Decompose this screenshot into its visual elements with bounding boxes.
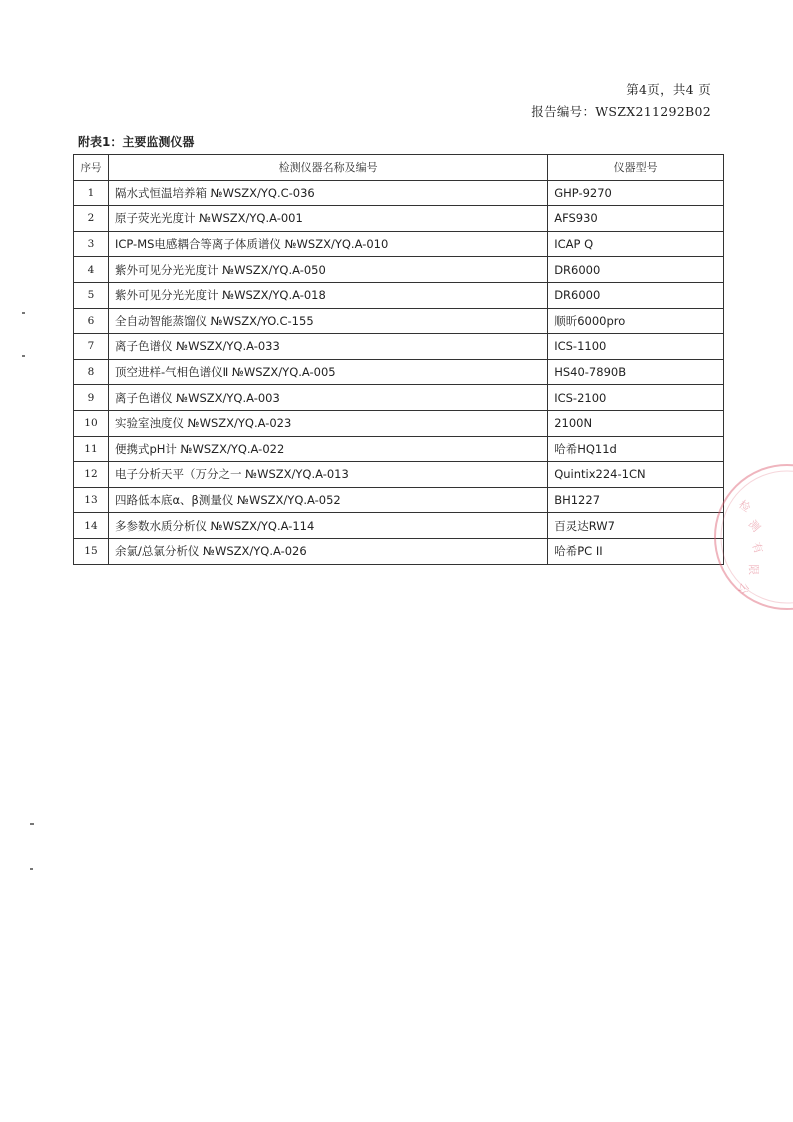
cell-no: 8	[74, 359, 109, 385]
table-row	[74, 206, 724, 232]
svg-text:有: 有	[749, 540, 766, 556]
cell-no: 5	[74, 282, 109, 308]
cell-instrument-name: 全自动智能蒸馏仪 №WSZX/YO.C-155	[108, 308, 547, 334]
cell-instrument-name: 隔水式恒温培养箱 №WSZX/YQ.C-036	[108, 180, 547, 206]
table-row	[74, 359, 724, 385]
table-row	[74, 436, 724, 462]
cell-model: ICS-2100	[548, 385, 724, 411]
company-stamp	[712, 462, 793, 612]
cell-model: ICAP Q	[548, 231, 724, 257]
cell-model: 百灵达RW7	[548, 513, 724, 539]
cell-no: 4	[74, 257, 109, 283]
instrument-table	[73, 154, 724, 565]
table-row	[74, 410, 724, 436]
column-header-model: 仪器型号	[548, 155, 724, 181]
column-header-no: 序号	[74, 155, 109, 181]
cell-model: GHP-9270	[548, 180, 724, 206]
column-header-name: 检测仪器名称及编号	[108, 155, 547, 181]
cell-no: 7	[74, 334, 109, 360]
cell-no: 15	[74, 538, 109, 564]
scan-speck	[30, 868, 33, 870]
cell-instrument-name: 离子色谱仪 №WSZX/YQ.A-003	[108, 385, 547, 411]
page-info: 第4页，共4 页	[626, 82, 711, 97]
cell-instrument-name: 紫外可见分光光度计 №WSZX/YQ.A-018	[108, 282, 547, 308]
table-header-row	[74, 155, 724, 181]
cell-instrument-name: 顶空进样-气相色谱仪Ⅱ №WSZX/YQ.A-005	[108, 359, 547, 385]
cell-model: 哈希HQ11d	[548, 436, 724, 462]
scan-speck	[22, 355, 25, 357]
cell-no: 1	[74, 180, 109, 206]
cell-instrument-name: 多参数水质分析仪 №WSZX/YQ.A-114	[108, 513, 547, 539]
table-row	[74, 538, 724, 564]
cell-model: 顺昕6000pro	[548, 308, 724, 334]
cell-model: 哈希PC II	[548, 538, 724, 564]
cell-instrument-name: 原子荧光光度计 №WSZX/YQ.A-001	[108, 206, 547, 232]
cell-model: Quintix224-1CN	[548, 462, 724, 488]
cell-instrument-name: 余氯/总氯分析仪 №WSZX/YQ.A-026	[108, 538, 547, 564]
table-row	[74, 180, 724, 206]
table-row	[74, 257, 724, 283]
cell-no: 3	[74, 231, 109, 257]
cell-instrument-name: 便携式pH计 №WSZX/YQ.A-022	[108, 436, 547, 462]
table-row	[74, 513, 724, 539]
report-number: 报告编号：WSZX211292B02	[531, 104, 711, 119]
cell-instrument-name: ICP-MS电感耦合等离子体质谱仪 №WSZX/YQ.A-010	[108, 231, 547, 257]
table-row	[74, 487, 724, 513]
page-header	[531, 79, 711, 123]
cell-model: DR6000	[548, 257, 724, 283]
table-row	[74, 282, 724, 308]
cell-model: DR6000	[548, 282, 724, 308]
cell-no: 12	[74, 462, 109, 488]
cell-instrument-name: 四路低本底α、β测量仪 №WSZX/YQ.A-052	[108, 487, 547, 513]
svg-text:检: 检	[736, 497, 753, 515]
cell-model: HS40-7890B	[548, 359, 724, 385]
scan-speck	[30, 823, 34, 825]
cell-model: ICS-1100	[548, 334, 724, 360]
cell-instrument-name: 实验室浊度仪 №WSZX/YQ.A-023	[108, 410, 547, 436]
svg-text:公: 公	[735, 580, 752, 596]
svg-text:限: 限	[747, 564, 760, 575]
svg-text:测: 测	[745, 517, 763, 535]
cell-model: 2100N	[548, 410, 724, 436]
table-row	[74, 308, 724, 334]
table-body	[74, 180, 724, 564]
table-row	[74, 385, 724, 411]
scan-speck	[22, 312, 25, 314]
cell-no: 13	[74, 487, 109, 513]
cell-no: 10	[74, 410, 109, 436]
table-row	[74, 334, 724, 360]
cell-instrument-name: 紫外可见分光光度计 №WSZX/YQ.A-050	[108, 257, 547, 283]
section-title: 附表1：主要监测仪器	[78, 135, 195, 149]
cell-no: 14	[74, 513, 109, 539]
table-row	[74, 462, 724, 488]
cell-no: 11	[74, 436, 109, 462]
cell-no: 2	[74, 206, 109, 232]
cell-no: 6	[74, 308, 109, 334]
cell-model: BH1227	[548, 487, 724, 513]
cell-instrument-name: 电子分析天平（万分之一 №WSZX/YQ.A-013	[108, 462, 547, 488]
cell-instrument-name: 离子色谱仪 №WSZX/YQ.A-033	[108, 334, 547, 360]
table-row	[74, 231, 724, 257]
cell-model: AFS930	[548, 206, 724, 232]
cell-no: 9	[74, 385, 109, 411]
